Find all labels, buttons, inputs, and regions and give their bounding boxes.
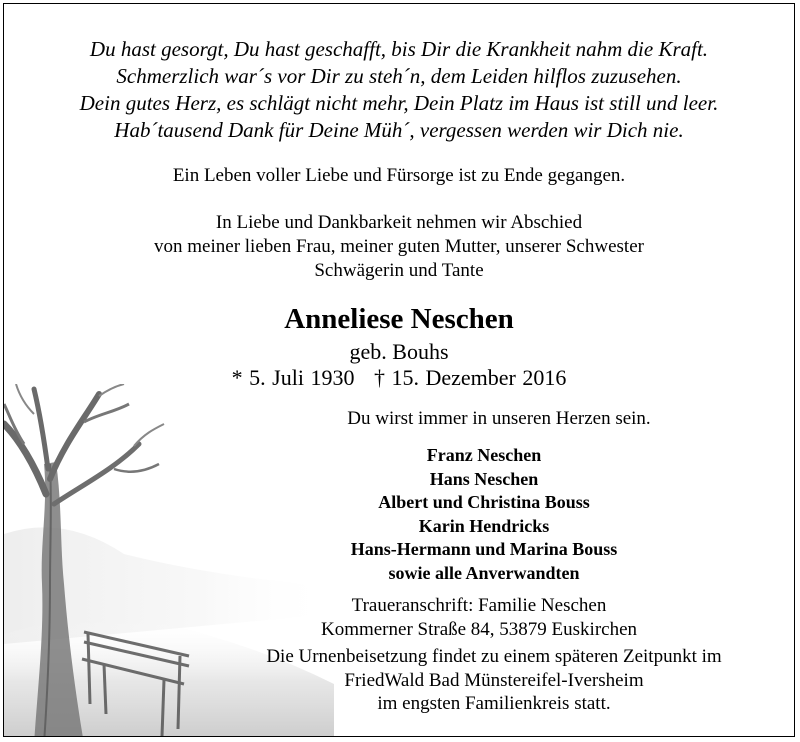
poem-line: Schmerzlich war´s vor Dir zu steh´n, dem Leiden hilflos zuzusehen.: [116, 64, 682, 88]
mourner-name: sowie alle Anverwandten: [388, 562, 580, 583]
farewell-line: In Liebe und Dankbarkeit nehmen wir Abschied: [215, 212, 583, 233]
funeral-line: im engsten Familienkreis statt.: [377, 693, 611, 714]
memorial-poem: [4, 36, 794, 144]
mourners-list: [294, 444, 674, 586]
mourning-address: [289, 594, 669, 642]
birth-name: geb. Bouhs: [349, 339, 449, 364]
life-dates: [4, 364, 794, 392]
address-line: Traueranschrift: Familie Neschen: [351, 595, 607, 616]
poem-line: Dein gutes Herz, es schlägt nicht mehr, Dein Platz im Haus ist still und leer.: [79, 91, 719, 115]
mourner-name: Albert und Christina Bouss: [378, 492, 590, 513]
funeral-note: [229, 645, 759, 716]
poem-line: Du hast gesorgt, Du hast geschafft, bis Dir die Krankheit nahm die Kraft.: [89, 37, 709, 61]
mourner-name: Hans-Hermann und Marina Bouss: [350, 539, 618, 560]
obituary-frame: [3, 3, 795, 737]
funeral-line: FriedWald Bad Münstereifel-Iversheim: [344, 669, 644, 691]
motto: Du wirst immer in unseren Herzen sein.: [347, 408, 651, 429]
farewell-text: [4, 211, 794, 283]
birth-date: * 5. Juli 1930: [231, 365, 355, 390]
farewell-line: von meiner lieben Frau, meiner guten Mutter, unserer Schwester: [154, 236, 644, 257]
farewell-line: Schwägerin und Tante: [314, 260, 484, 281]
life-statement: Ein Leben voller Liebe und Fürsorge ist zu Ende gegangen.: [172, 165, 626, 186]
deceased-name: Anneliese Neschen: [284, 303, 514, 335]
funeral-line: Die Urnenbeisetzung findet zu einem späteren Zeitpunkt im: [266, 646, 722, 667]
mourner-name: Franz Neschen: [426, 445, 542, 465]
address-line: Kommerner Straße 84, 53879 Euskirchen: [320, 619, 638, 640]
mourner-name: Karin Hendricks: [418, 515, 550, 536]
poem-line: Hab´tausend Dank für Deine Müh´, vergessen werden wir Dich nie.: [114, 118, 684, 142]
mourner-name: Hans Neschen: [429, 468, 539, 489]
death-date: † 15. Dezember 2016: [373, 365, 567, 390]
